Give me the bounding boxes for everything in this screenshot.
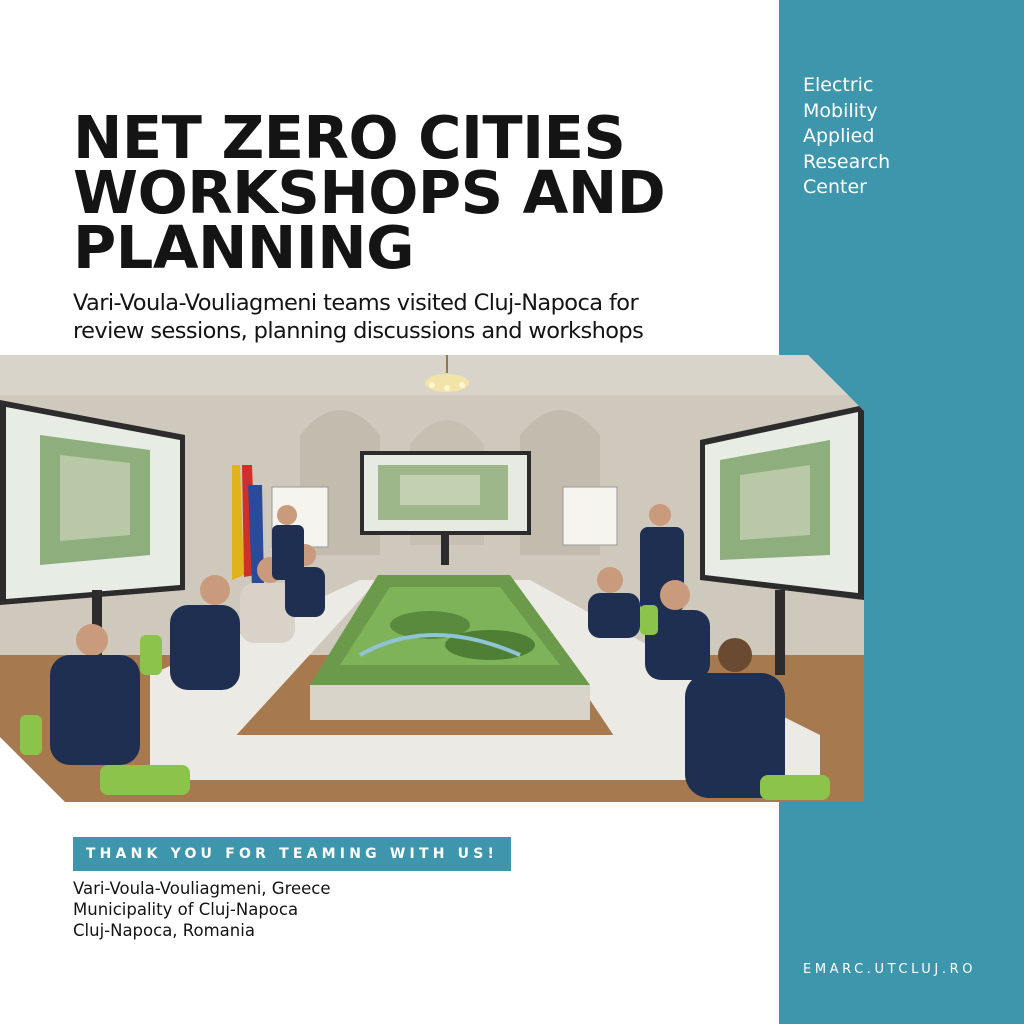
- org-name: [803, 73, 890, 201]
- org-name-line: Applied: [803, 125, 875, 148]
- title-line: WORKSHOPS AND: [73, 158, 666, 227]
- partner-item: Municipality of Cluj-Napoca: [73, 900, 299, 919]
- partner-item: Vari-Voula-Vouliagmeni, Greece: [73, 879, 331, 898]
- org-name-line: Research: [803, 150, 891, 173]
- org-name-line: Mobility: [803, 99, 878, 122]
- partner-list: [73, 878, 331, 941]
- website-link[interactable]: EMARC.UTCLUJ.RO: [803, 962, 977, 977]
- subtitle-line: Vari-Voula-Vouliagmeni teams visited Cluj-Napoca for: [73, 290, 639, 316]
- conference-room-illustration: [0, 355, 864, 802]
- title-line: NET ZERO CITIES: [73, 103, 626, 172]
- partner-item: Cluj-Napoca, Romania: [73, 921, 255, 940]
- org-name-line: Electric: [803, 74, 874, 96]
- workshop-photo: [0, 355, 864, 802]
- org-name-line: Center: [803, 176, 867, 199]
- subtitle: [73, 289, 763, 345]
- page-title: [73, 103, 773, 282]
- thank-you-banner: THANK YOU FOR TEAMING WITH US!: [73, 837, 511, 871]
- flipchart: [563, 487, 617, 545]
- subtitle-line: review sessions, planning discussions and workshops: [73, 318, 644, 344]
- title-line: PLANNING: [73, 213, 415, 282]
